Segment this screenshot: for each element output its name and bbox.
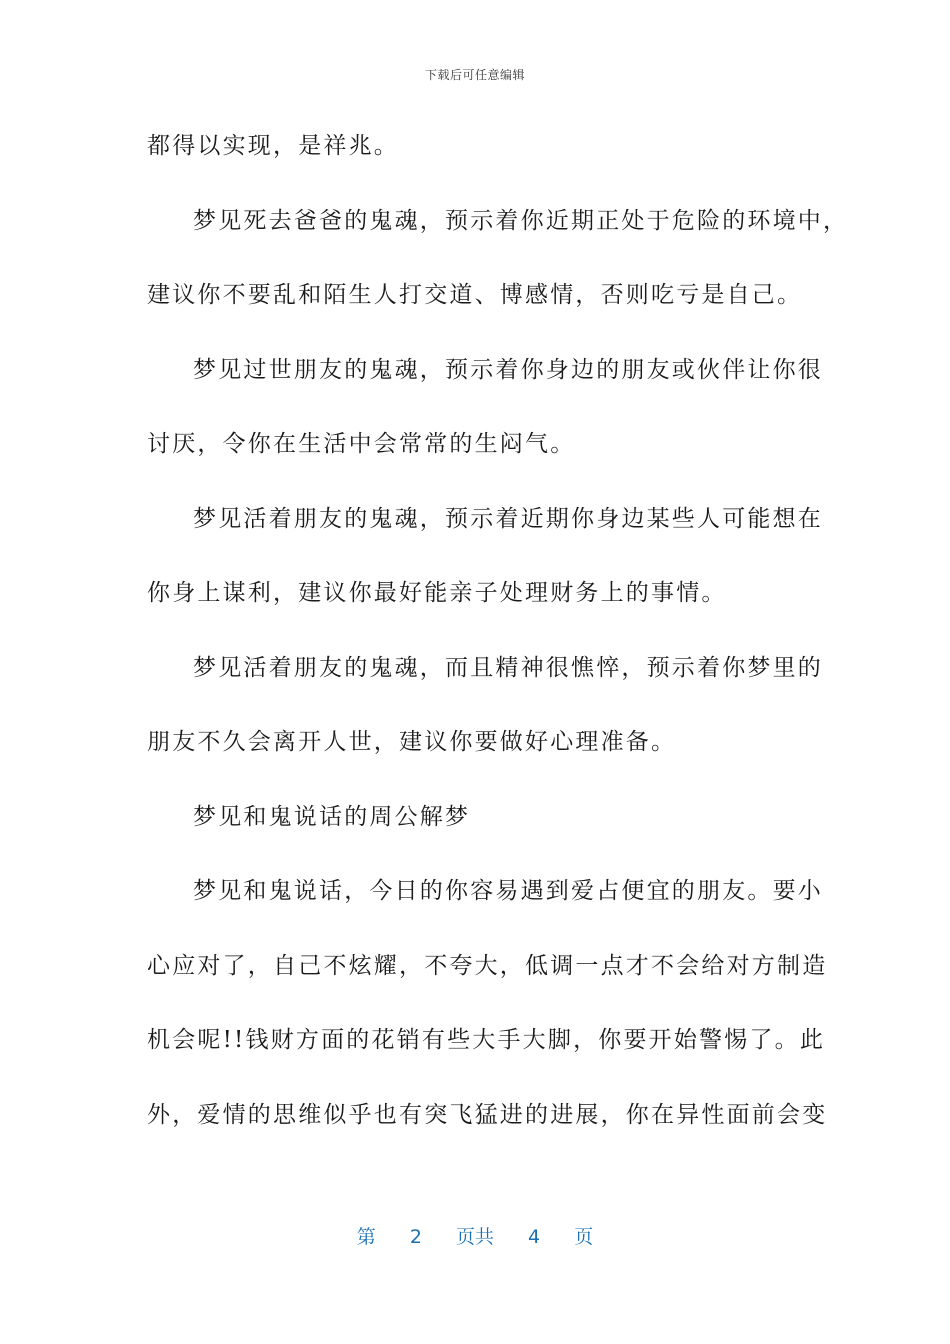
text-line: 梦见和鬼说话，今日的你容易遇到爱占便宜的朋友。要小: [193, 878, 823, 904]
text-line: 梦见过世朋友的鬼魂，预示着你身边的朋友或伙伴让你很: [193, 356, 823, 383]
text-line: 都得以实现，是祥兆。: [147, 133, 399, 159]
text-line: 朋友不久会离开人世，建议你要做好心理准备。: [147, 729, 677, 755]
text-line: 梦见死去爸爸的鬼魂，预示着你近期正处于危险的环境中，: [193, 207, 849, 234]
page-footer: [0, 1222, 950, 1249]
total-page-count: 4: [528, 1226, 541, 1248]
text-line: 讨厌，令你在生活中会常常的生闷气。: [147, 431, 576, 457]
page-header: 下载后可任意编辑: [424, 68, 525, 82]
text-line: 梦见活着朋友的鬼魂，而且精神很憔悴，预示着你梦里的: [193, 654, 823, 681]
text-line: 建议你不要乱和陌生人打交道、博感情，否则吃亏是自己。: [147, 282, 803, 308]
footer-suffix: 页: [574, 1226, 594, 1248]
text-line: 心应对了，自己不炫耀，不夸大，低调一点才不会给对方制造: [147, 952, 828, 979]
current-page-number: 2: [409, 1226, 422, 1248]
footer-middle: 页共: [455, 1226, 494, 1248]
section-heading: 梦见和鬼说话的周公解梦: [193, 803, 471, 830]
text-line: 机会呢!!钱财方面的花销有些大手大脚，你要开始警惕了。此: [147, 1027, 826, 1053]
text-line: 外，爱情的思维似乎也有突飞猛进的进展，你在异性面前会变: [147, 1101, 828, 1128]
footer-prefix: 第: [356, 1226, 376, 1248]
document-body: [147, 118, 849, 1161]
text-line: 梦见活着朋友的鬼魂，预示着近期你身边某些人可能想在: [193, 505, 823, 532]
text-line: 你身上谋利，建议你最好能亲子处理财务上的事情。: [147, 580, 727, 606]
